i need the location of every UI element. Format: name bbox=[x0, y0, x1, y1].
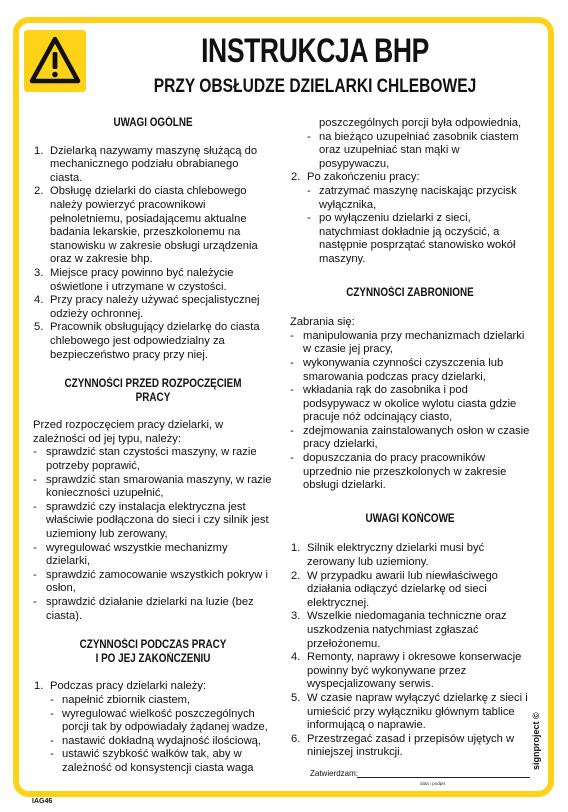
list-item: - ustawić szybkość wałków tak, aby w zależność od konsystencji ciasta waga bbox=[50, 748, 254, 774]
left-column bbox=[33, 117, 273, 776]
list-item: 5. Pracownik obsługujący dzielarkę do ciasta chlebowego jest odpowiedzialny za bezpieczeństwo pracy przy niej. bbox=[34, 321, 260, 361]
during-list bbox=[33, 680, 273, 775]
page-subtitle: PRZY OBSŁUDZE DZIELARKI CHLEBOWEJ bbox=[153, 76, 477, 97]
approval-sublabel: data i podpis bbox=[420, 781, 446, 786]
section-title-before: CZYNNOŚCI PRZED ROZPOCZĘCIEM PRACY bbox=[64, 378, 242, 404]
list-item: - sprawdzić czy instalacja elektryczna jest właściwie podłączona do sieci i czy silnik jest uziemiony lub zerowany, bbox=[33, 500, 269, 541]
page-title: INSTRUKCJA BHP bbox=[201, 32, 429, 70]
before-list bbox=[33, 446, 273, 623]
list-item: 4. Remonty, naprawy i okresowe konserwacje powinny być wykonywane przez wyspecjalizowany serwis. bbox=[291, 651, 522, 691]
list-item: - sprawdzić zamocowanie wszystkich pokryw i osłon, bbox=[33, 568, 268, 595]
list-item: - na bieżąco uzupełniać zasobnik ciastem oraz uzupełniać stan mąki w posypywaczu, bbox=[307, 130, 519, 170]
final-list bbox=[290, 542, 530, 760]
list-item: - wyregulować wielkość poszczególnych porcji tak by odpowiadały żądanej wadze, bbox=[50, 707, 268, 734]
approval-label: Zatwierdzam: bbox=[310, 769, 359, 778]
during-list-cont bbox=[290, 131, 530, 267]
list-item: - manipulowania przy mechanizmach dzielarki w czasie jej pracy, bbox=[290, 329, 525, 356]
right-column bbox=[290, 117, 530, 760]
list-item: - sprawdzić stan czystości maszyny, w razie potrzeby poprawić, bbox=[33, 446, 257, 473]
list-item: - zdejmowania zainstalowanych osłon w czasie pracy dzielarki, bbox=[290, 424, 530, 451]
before-intro: Przed rozpoczęciem pracy dzielarki, w zależności od jej typu, należy: bbox=[33, 419, 224, 445]
list-item: - zatrzymać maszynę naciskając przycisk wyłącznika, bbox=[307, 184, 517, 211]
list-item: - dopuszczania do pracy pracowników uprzednio nie przeszkolonych w zakresie obsługi dzielarki. bbox=[290, 452, 507, 492]
list-item: 2. W przypadku awarii lub niewłaściwego działania odłączyć dzielarkę od sieci elektrycznej. bbox=[291, 569, 498, 609]
section-title-final: UWAGI KOŃCOWE bbox=[365, 512, 455, 525]
list-item: - sprawdzić działanie dzielarki na luzie (bez ciasta). bbox=[33, 596, 254, 622]
section-title-during: CZYNNOŚCI PODCZAS PRACY bbox=[79, 639, 227, 652]
list-item: - wykonywania czynności czyszczenia lub smarowania podczas pracy dzielarki, bbox=[290, 356, 504, 383]
list-item: 4. Przy pracy należy używać specjalistycznej odzieży ochronnej. bbox=[34, 294, 260, 320]
list-item: 3. Wszelkie niedomagania techniczne oraz uszkodzenia natychmiast zgłaszać przełożonemu. bbox=[291, 610, 507, 650]
warning-triangle-icon bbox=[24, 30, 86, 92]
list-item: - nastawić dokładną wydajność ilościową, bbox=[50, 734, 261, 747]
list-item: - wyregulować wszystkie mechanizmy dzielarki, bbox=[33, 541, 228, 568]
list-item: 1. Dzielarką nazywamy maszynę służącą do mechanicznego podziału obrabianego ciasta. bbox=[34, 144, 258, 184]
list-item: - po wyłączeniu dzielarki z sieci, natychmiast dokładnie ją oczyścić, a następnie posprzątać stanowisko wokół maszyny. bbox=[307, 212, 516, 265]
list-item: 3. Miejsce pracy powinno być należycie oświetlone i utrzymane w czystości. bbox=[34, 266, 234, 293]
list-item: - wkładania rąk do zasobnika i pod podsypywacz w okolice wylotu ciasta gdzie pracuje nóż odcinający ciasto, bbox=[290, 384, 517, 424]
list-item: 6. Przestrzegać zasad i przepisów ujętych w niniejszej instrukcji. bbox=[291, 732, 515, 759]
section-title-during-2: I PO JEJ ZAKOŃCZENIU bbox=[95, 652, 211, 665]
list-item: 1. Podczas pracy dzielarki należy: bbox=[34, 680, 207, 693]
list-item: - napełnić zbiornik ciastem, bbox=[50, 693, 191, 706]
general-list bbox=[33, 145, 273, 363]
forbidden-intro: Zabrania się: bbox=[290, 316, 355, 329]
section-title-forbidden: CZYNNOŚCI ZABRONIONE bbox=[346, 286, 474, 299]
list-item-continuation: poszczególnych porcji była odpowiednia, bbox=[319, 117, 522, 129]
list-item: 2. Po zakończeniu pracy: bbox=[291, 171, 420, 184]
section-title-general: UWAGI OGÓLNE bbox=[113, 117, 193, 129]
list-item: 2. Obsługę dzielarki do ciasta chlebowego należy powierzyć pracownikowi pełnoletniemu, posiadającemu aktualne badania lekarskie, przeszkolonemu na stanowisku w zakresie obsługi urządzenia oraz w zakresie bhp. bbox=[34, 185, 258, 266]
list-item: 5. W czasie napraw wyłączyć dzielarkę z sieci i umieścić przy wyłączniku głównym tablice informującą o naprawie. bbox=[291, 691, 528, 732]
signature-line bbox=[357, 777, 530, 778]
list-item: - sprawdzić stan smarowania maszyny, w razie konieczności uzupełnić, bbox=[33, 473, 272, 500]
forbidden-list bbox=[290, 330, 530, 493]
brand-label: signproject © bbox=[531, 712, 541, 770]
warning-sign bbox=[24, 30, 86, 92]
list-item: 1. Silnik elektryczny dzielarki musi być zerowany lub uziemiony. bbox=[291, 542, 485, 569]
sign-code: IAG46 bbox=[32, 798, 53, 805]
